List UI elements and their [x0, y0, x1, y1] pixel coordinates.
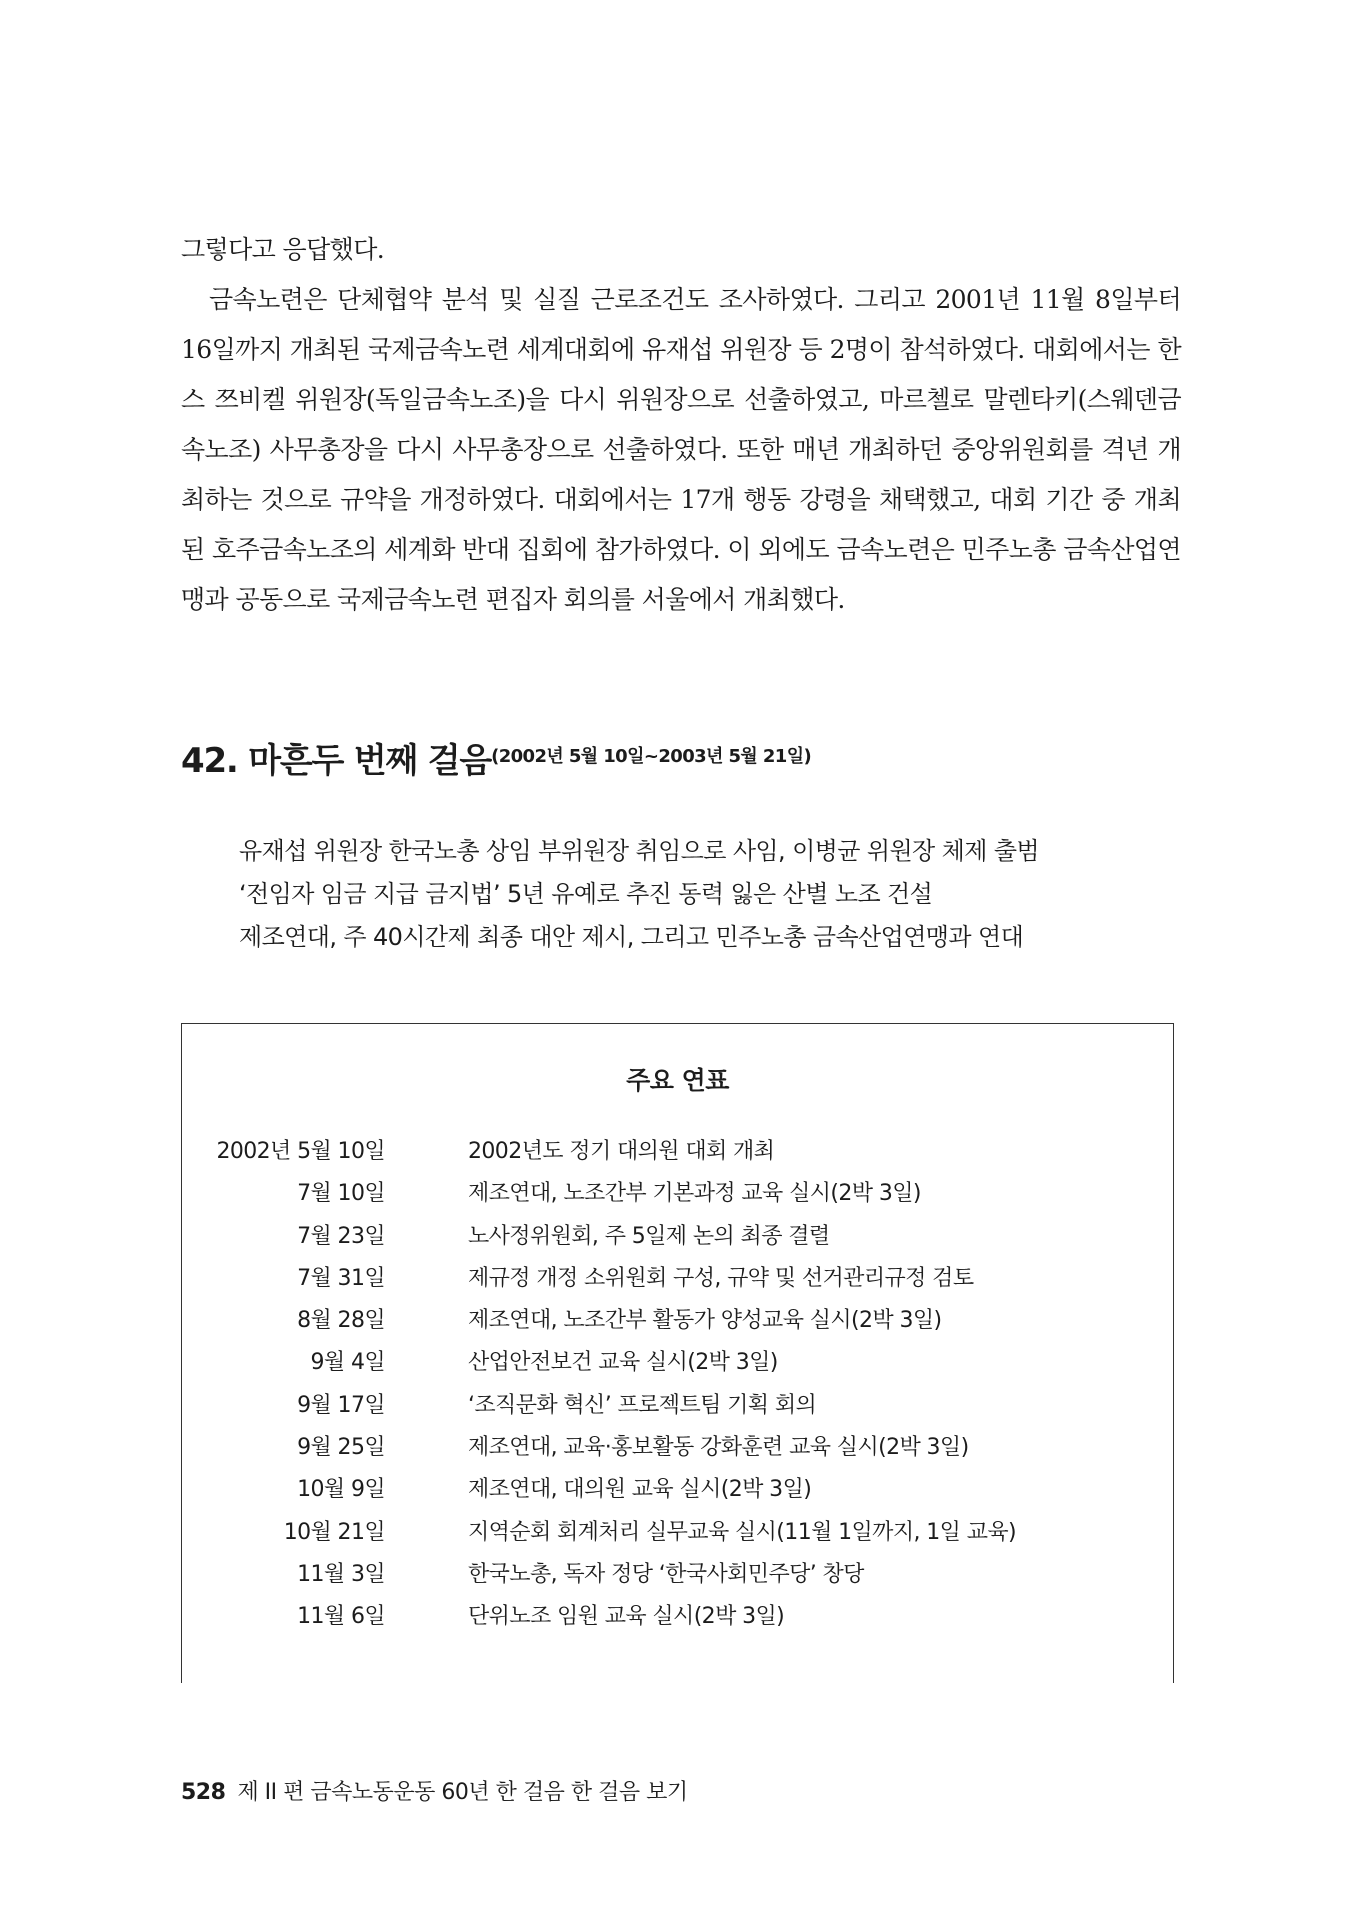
chronology-row [182, 1345, 1173, 1387]
chronology-date: 7월 31일 [297, 1265, 385, 1291]
chronology-date: 2002년 5월 10일 [216, 1139, 385, 1164]
chronology-event: 산업안전보건 교육 실시(2박 3일) [468, 1350, 778, 1376]
chronology-row [182, 1599, 1173, 1641]
chronology-list [182, 1134, 1173, 1642]
chronology-event: 제조연대, 교육·홍보활동 강화훈련 교육 실시(2박 3일) [468, 1435, 969, 1461]
summary-line: 제조연대, 주 40시간제 최종 대안 제시, 그리고 민주노총 금속산업연맹과 연대 [239, 923, 1024, 951]
chronology-row [182, 1219, 1173, 1261]
chronology-date: 11월 3일 [297, 1561, 385, 1587]
chronology-event: 노사정위원회, 주 5일제 논의 최종 결렬 [468, 1223, 830, 1249]
paragraph: 금속노련은 단체협약 분석 및 실질 근로조건도 조사하였다. 그리고 2001년 11월 8일부터 16일까지 개최된 국제금속노련 세계대회에 유재섭 위원장 등 2명이 참석하였다. 대회에서는 한스 쯔비켈 위원장(독일금속노조)을 다시 위원장으로 선출하였고, 마르첼로 말렌타키(스웨덴금속노조) 사무총장을 다시 사무총장으로 선출하였다. 또한 매년 개최하던 중앙위원회를 격년 개최하는 것으로 규약을 개정하였다. 대회에서는 17개 행동 강령을 채택했고, 대회 기간 중 개최된 호주금속노조의 세계화 반대 집회에 참가하였다. 이 외에도 금속노련은 민주노총 금속산업연맹과 공동으로 국제금속노련 편집자 회의를 서울에서 개최했다. [181, 285, 1181, 614]
chronology-date: 9월 17일 [297, 1392, 385, 1418]
chronology-row [182, 1557, 1173, 1599]
page-footer [181, 1775, 688, 1806]
chronology-event: 제규정 개정 소위원회 구성, 규약 및 선거관리규정 검토 [468, 1265, 974, 1291]
footer-text: 제 II 편 금속노동운동 60년 한 걸음 한 걸음 보기 [237, 1780, 688, 1805]
chronology-event: 제조연대, 대의원 교육 실시(2박 3일) [468, 1477, 812, 1503]
summary-line: ‘전임자 임금 지급 금지법’ 5년 유예로 추진 동력 잃은 산별 노조 건설 [239, 880, 933, 908]
chronology-row [182, 1430, 1173, 1472]
summary-line: 유재섭 위원장 한국노총 상임 부위원장 취임으로 사임, 이병균 위원장 체제 출범 [239, 837, 1040, 865]
chronology-row [182, 1472, 1173, 1514]
chronology-event: 제조연대, 노조간부 기본과정 교육 실시(2박 3일) [468, 1181, 921, 1207]
page-number: 528 [181, 1780, 226, 1805]
chronology-event: 지역순회 회계처리 실무교육 실시(11월 1일까지, 1일 교육) [468, 1519, 1017, 1545]
chronology-date: 7월 23일 [297, 1223, 385, 1249]
chronology-event: 단위노조 임원 교육 실시(2박 3일) [468, 1604, 785, 1630]
section-summary [239, 830, 1139, 959]
chronology-title: 주요 연표 [626, 1066, 729, 1095]
chronology-date: 9월 25일 [297, 1435, 385, 1461]
chronology-row [182, 1303, 1173, 1345]
section-date-range: (2002년 5월 10일~2003년 5월 21일) [491, 746, 812, 767]
chronology-date: 9월 4일 [310, 1350, 385, 1376]
chronology-row [182, 1515, 1173, 1557]
section-title: 42. 마흔두 번째 걸음 [181, 741, 492, 781]
chronology-event: ‘조직문화 혁신’ 프로젝트팀 기획 회의 [468, 1392, 817, 1418]
chronology-box [181, 1023, 1174, 1683]
chronology-date: 11월 6일 [297, 1604, 385, 1630]
chronology-date: 10월 9일 [297, 1477, 385, 1503]
body-text [181, 225, 1181, 625]
chronology-event: 한국노총, 독자 정당 ‘한국사회민주당’ 창당 [468, 1561, 864, 1587]
chronology-event: 2002년도 정기 대의원 대회 개최 [468, 1139, 775, 1164]
chronology-row [182, 1176, 1173, 1218]
chronology-date: 8월 28일 [297, 1308, 385, 1334]
chronology-date: 10월 21일 [283, 1519, 385, 1545]
chronology-row [182, 1134, 1173, 1176]
section-heading [181, 733, 811, 782]
paragraph: 그렇다고 응답했다. [181, 235, 385, 264]
chronology-date: 7월 10일 [297, 1181, 385, 1207]
chronology-row [182, 1388, 1173, 1430]
chronology-event: 제조연대, 노조간부 활동가 양성교육 실시(2박 3일) [468, 1308, 942, 1334]
chronology-row [182, 1261, 1173, 1303]
